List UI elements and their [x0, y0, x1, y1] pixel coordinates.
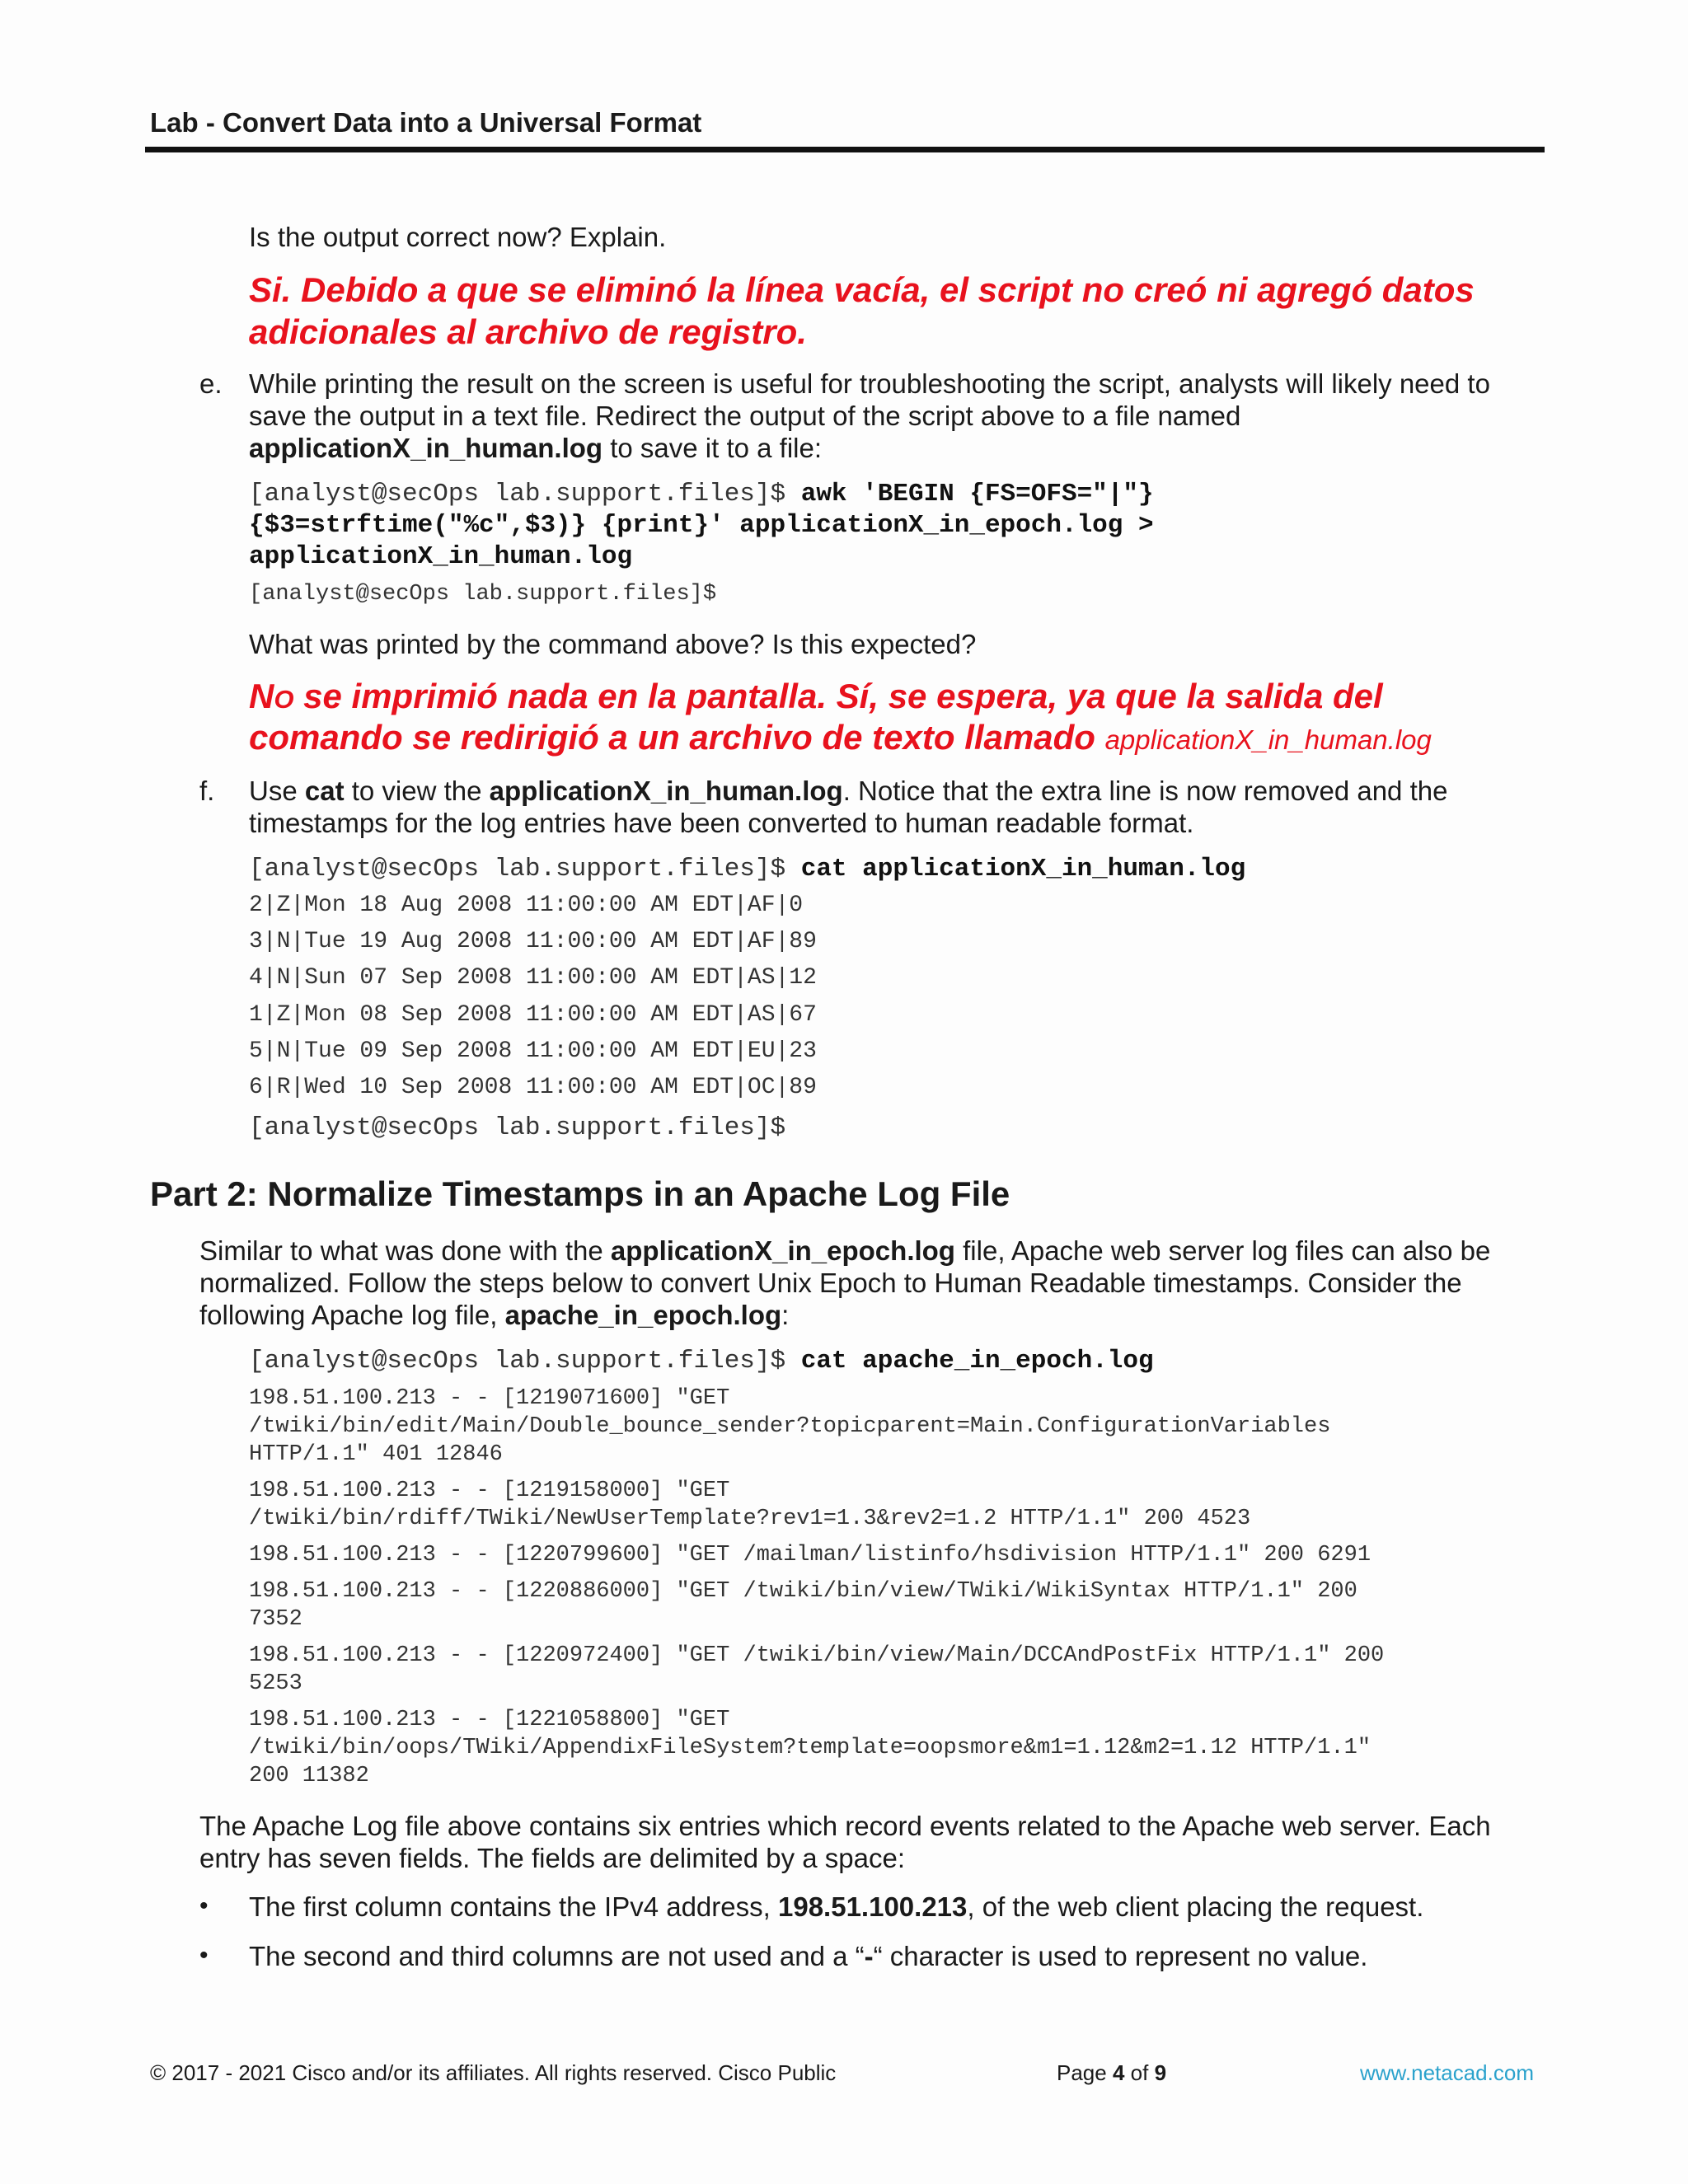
- part2-para2-line-2: entry has seven fields. The fields are delimited by a space:: [199, 1843, 906, 1873]
- cmd-text: applicationX_in_human.log: [249, 542, 633, 571]
- cat-apache-command: [249, 1346, 1154, 1377]
- part2-para-line-2: normalized. Follow the steps below to convert Unix Epoch to Human Readable timestamps. Consider the: [199, 1268, 1462, 1298]
- step-e-line-3-rest: to save it to a file:: [603, 433, 823, 463]
- log-line: 198.51.100.213 - - [1219071600] "GET: [249, 1386, 730, 1411]
- bullet-item-1: [249, 1891, 1423, 1924]
- filename-bold: applicationX_in_human.log: [489, 776, 843, 806]
- log-line: 5253: [249, 1671, 302, 1696]
- prompt-after: [analyst@secOps lab.support.files]$: [249, 582, 717, 607]
- output-row: 2|Z|Mon 18 Aug 2008 11:00:00 AM EDT|AF|0: [249, 893, 804, 918]
- cmd-prompt: [analyst@secOps lab.support.files]$: [249, 1347, 801, 1376]
- text: Page: [1057, 2060, 1113, 2085]
- part2-para2-line-1: The Apache Log file above contains six entries which record events related to the Apache web server. Each: [199, 1811, 1491, 1841]
- log-line: 198.51.100.213 - - [1220799600] "GET /mailman/listinfo/hsdivision HTTP/1.1" 200 6291: [249, 1543, 1372, 1568]
- step-f-line-2: timestamps for the log entries have been converted to human readable format.: [249, 808, 1194, 838]
- text: The second and third columns are not used and a “: [249, 1941, 865, 1971]
- text: . Notice that the extra line is now removed and the: [842, 776, 1448, 806]
- ip-address-bold: 198.51.100.213: [777, 1891, 968, 1922]
- filename-bold: apache_in_epoch.log: [504, 1300, 782, 1330]
- cmd-text: awk 'BEGIN {FS=OFS="|"}: [800, 480, 1154, 509]
- filename-bold: applicationX_in_epoch.log: [610, 1235, 955, 1266]
- header-rule: [145, 147, 1545, 152]
- bullet-marker: •: [199, 1892, 209, 1919]
- log-line: 198.51.100.213 - - [1221058800] "GET: [249, 1708, 730, 1732]
- text: to view the: [344, 776, 490, 806]
- answer-first-letter: N: [249, 677, 274, 715]
- step-e-line-2: save the output in a text file. Redirect the output of the script above to a file named: [249, 401, 1241, 431]
- cat-command: [249, 854, 1245, 885]
- step-e-line-1: While printing the result on the screen is useful for troubleshooting the script, analysts will likely need to: [249, 368, 1490, 399]
- bullet-item-2: [249, 1940, 1367, 1973]
- answer-smallcap: O: [274, 685, 294, 714]
- cmd-prompt: [analyst@secOps lab.support.files]$: [249, 480, 801, 509]
- command-line-3: [249, 541, 632, 573]
- step-e-marker: e.: [199, 368, 223, 399]
- step-f-marker: f.: [199, 776, 215, 806]
- output-row: 5|N|Tue 09 Sep 2008 11:00:00 AM EDT|EU|23: [249, 1038, 817, 1064]
- answer-line-1: Si. Debido a que se eliminó la línea vacía, el script no creó ni agregó datos: [249, 270, 1475, 309]
- prompt-after: [analyst@secOps lab.support.files]$: [249, 1113, 786, 1142]
- text: The first column contains the IPv4 address,: [249, 1891, 778, 1922]
- part2-heading: Part 2: Normalize Timestamps in an Apache Log File: [150, 1174, 1010, 1213]
- text: file, Apache web server log files can also be: [954, 1235, 1491, 1266]
- log-line: /twiki/bin/edit/Main/Double_bounce_sender?topicparent=Main.ConfigurationVariables: [249, 1414, 1331, 1439]
- footer-page-number: [1057, 2060, 1166, 2086]
- text: of: [1124, 2060, 1155, 2085]
- log-line: 198.51.100.213 - - [1219158000] "GET: [249, 1479, 730, 1503]
- part2-para-line-1: [199, 1235, 1490, 1268]
- answer-filename: applicationX_in_human.log: [1104, 724, 1432, 755]
- text: , of the web client placing the request.: [967, 1891, 1424, 1922]
- cat-bold: cat: [304, 776, 345, 806]
- cmd-text: {$3=strftime("%c",$3)} {print}' applicationX_in_epoch.log >: [249, 511, 1154, 540]
- step-e-question: What was printed by the command above? Is this expected?: [249, 629, 977, 659]
- filename-bold: applicationX_in_human.log: [249, 433, 603, 463]
- log-line: 200 11382: [249, 1764, 369, 1788]
- log-line: 7352: [249, 1607, 302, 1632]
- text: “ character is used to represent no value.: [873, 1941, 1368, 1971]
- step-f-line-1: [249, 775, 1447, 808]
- answer-text: comando se redirigió a un archivo de texto llamado: [249, 718, 1105, 757]
- answer-line-2: adicionales al archivo de registro.: [249, 312, 807, 351]
- cmd-text: cat applicationX_in_human.log: [800, 855, 1246, 883]
- footer-copyright: © 2017 - 2021 Cisco and/or its affiliates. All rights reserved. Cisco Public: [150, 2060, 837, 2085]
- cmd-text: cat apache_in_epoch.log: [800, 1347, 1154, 1376]
- step-e-line-3: [249, 432, 822, 465]
- log-line: /twiki/bin/rdiff/TWiki/NewUserTemplate?rev1=1.3&rev2=1.2 HTTP/1.1" 200 4523: [249, 1507, 1251, 1531]
- text: Use: [249, 776, 305, 806]
- step-e-answer-line-2: [249, 716, 1432, 761]
- log-line: 198.51.100.213 - - [1220972400] "GET /twiki/bin/view/Main/DCCAndPostFix HTTP/1.1" 200: [249, 1643, 1385, 1668]
- question-output-correct: Is the output correct now? Explain.: [249, 222, 667, 252]
- page-current: 4: [1112, 2060, 1125, 2085]
- text: following Apache log file,: [199, 1300, 505, 1330]
- dash-bold: -: [864, 1941, 874, 1971]
- output-row: 3|N|Tue 19 Aug 2008 11:00:00 AM EDT|AF|89: [249, 929, 817, 954]
- output-row: 1|Z|Mon 08 Sep 2008 11:00:00 AM EDT|AS|67: [249, 1002, 817, 1028]
- bullet-marker: •: [199, 1942, 209, 1969]
- page-total: 9: [1154, 2060, 1167, 2085]
- cmd-prompt: [analyst@secOps lab.support.files]$: [249, 855, 801, 883]
- command-line-1: [249, 479, 1154, 510]
- answer-rest: se imprimió nada en la pantalla. Sí, se espera, ya que la salida del: [293, 677, 1383, 715]
- text: Similar to what was done with the: [199, 1235, 611, 1266]
- log-line: 198.51.100.213 - - [1220886000] "GET /twiki/bin/view/TWiki/WikiSyntax HTTP/1.1" 200: [249, 1579, 1357, 1604]
- text: :: [781, 1300, 790, 1330]
- output-row: 4|N|Sun 07 Sep 2008 11:00:00 AM EDT|AS|12: [249, 965, 817, 991]
- header-title: Lab - Convert Data into a Universal Format: [150, 107, 702, 138]
- output-row: 6|R|Wed 10 Sep 2008 11:00:00 AM EDT|OC|89: [249, 1075, 817, 1100]
- log-line: HTTP/1.1" 401 12846: [249, 1442, 503, 1467]
- step-e-answer-line-1: [249, 675, 1383, 720]
- part2-para-line-3: [199, 1299, 789, 1332]
- log-line: /twiki/bin/oops/TWiki/AppendixFileSystem?template=oopsmore&m1=1.12&m2=1.12 HTTP/1.1": [249, 1736, 1372, 1760]
- footer-website-link[interactable]: www.netacad.com: [1360, 2060, 1534, 2085]
- command-line-2: [249, 510, 1154, 541]
